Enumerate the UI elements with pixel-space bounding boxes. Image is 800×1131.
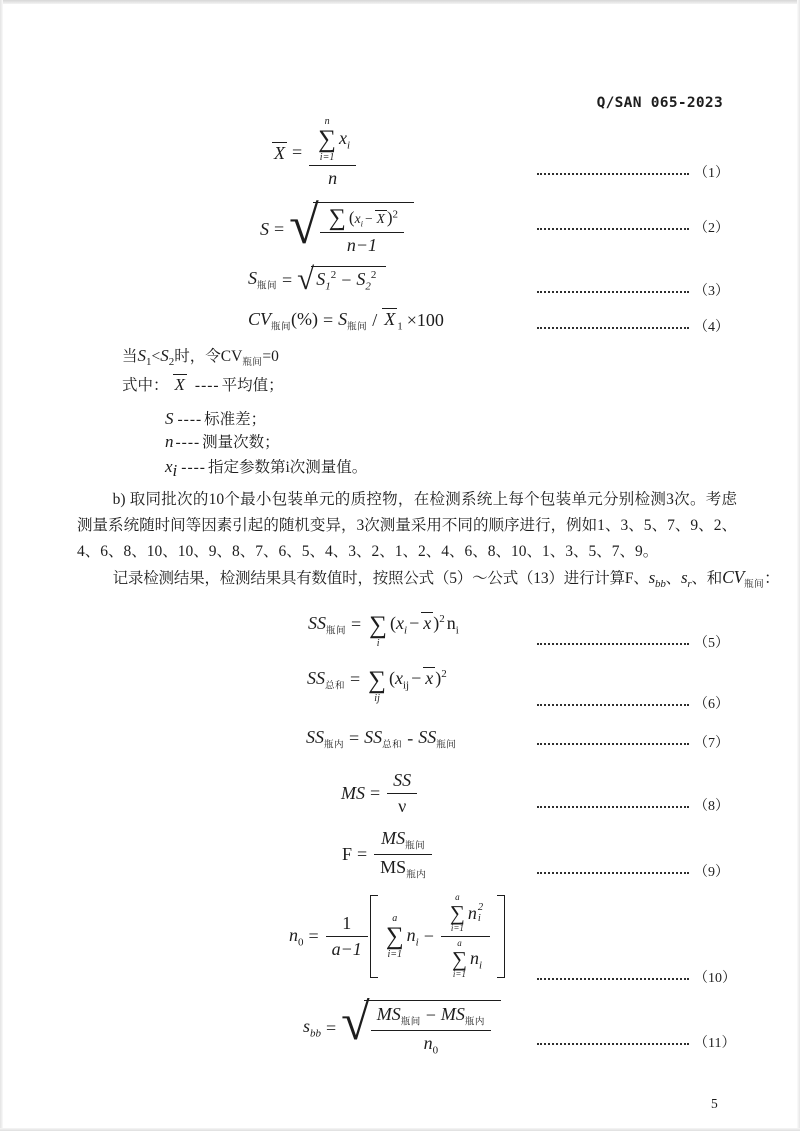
dotted-leader: [537, 1043, 689, 1045]
eq-leader-9: [537, 863, 737, 879]
math-var-n0: $n_0$: [289, 924, 304, 949]
divide-slash: /: [372, 309, 378, 330]
equals-sign: =: [292, 142, 303, 162]
dotted-leader: [537, 327, 689, 329]
scan-edge-left: [0, 0, 3, 1131]
dotted-leader: [537, 743, 689, 745]
where-xi-line: $x_i$ ---- 指定参数第i次测量值。: [165, 457, 368, 481]
eq-leader-6: [537, 695, 737, 711]
page-number: 5: [711, 1096, 718, 1111]
math-var-S: S: [260, 218, 269, 239]
equation-number: （9）: [694, 865, 729, 880]
formula-9: [342, 828, 434, 880]
equals-sign: =: [326, 1017, 337, 1038]
sigma-symbol: ∑: [451, 946, 467, 971]
minus-sign: −: [425, 1005, 436, 1026]
where-n-line: n ---- 测量次数；: [165, 432, 280, 451]
definition-dash: ----: [181, 459, 206, 476]
fraction: a ∑ i=1 n 2 i a ∑ i=1 $n_i$: [441, 893, 490, 980]
equation-number: （2）: [694, 221, 729, 236]
math-var-s-bottle: $S_{瓶间}$: [248, 268, 278, 293]
math-expr: ($x_i - x$ )$^2$ $n_i$: [390, 613, 459, 637]
equals-sign: =: [350, 668, 361, 689]
equals-sign: =: [357, 843, 368, 864]
right-bracket: [497, 895, 505, 978]
math-var-ss-total: $SS_{总和}$: [364, 727, 403, 751]
summation: n ∑ i=1: [318, 116, 336, 163]
summation: a ∑ i=1: [451, 938, 467, 980]
eq-leader-5: [537, 634, 737, 650]
summation: ∑ ij: [368, 666, 386, 704]
math-var-xbar: x: [423, 613, 432, 633]
math-var: n−1: [346, 235, 377, 256]
fraction: [320, 206, 404, 256]
math-var-ss-total: $SS_{总和}$: [307, 667, 346, 692]
formula-11: [303, 994, 501, 1057]
equation-number: （11）: [694, 1036, 736, 1051]
math-var-xbar: x: [425, 668, 434, 688]
dotted-leader: [537, 173, 689, 175]
sigma-symbol: ∑: [385, 923, 404, 951]
sigma-symbol: ∑: [368, 666, 386, 694]
math-var-cv: $CV_{瓶间}(\%)$: [248, 308, 319, 333]
radical-symbol: √: [341, 994, 370, 1051]
equation-number: （1）: [694, 166, 729, 181]
sigma-symbol: ∑: [318, 126, 336, 153]
eq-leader-11: [537, 1034, 737, 1050]
minus-sign: -: [407, 728, 414, 749]
paragraph-b: b) 取同批次的10个最小包装单元的质控物，在检测系统上每个包装单元分别检测3次。考虑测量系统随时间等因素引起的随机变异，3次测量采用不同的顺序进行，例如1、3、5、7、9、2、4、6、8、10、10、9、8、7、6、5、4、3、2、1、2、4、6、8、10、1、3、5、7、9。: [77, 491, 737, 560]
dotted-leader: [537, 643, 689, 645]
document-number-header: Q/SAN 065-2023: [596, 95, 723, 111]
eq-leader-3: [537, 282, 737, 298]
math-var-sbb: $s_{bb}$: [648, 568, 666, 591]
formula-5: [308, 611, 459, 649]
square-root: [341, 994, 501, 1057]
radical-symbol: √: [289, 195, 319, 255]
math-expr: ($x_{ij} - x$ )$^2$: [389, 668, 447, 692]
equation-number: （6）: [694, 697, 729, 712]
eq-leader-8: [537, 797, 737, 813]
dotted-leader: [537, 228, 689, 230]
math-var-xbar: X: [376, 210, 385, 226]
formula-7: [306, 727, 456, 751]
eq-leader-1: [537, 164, 737, 180]
equation-number: （10）: [694, 971, 736, 986]
formula-6: [307, 666, 447, 704]
dotted-leader: [537, 872, 689, 874]
equals-sign: =: [274, 218, 285, 239]
summation: a ∑ i=1: [449, 892, 465, 934]
eq-leader-2: [537, 219, 737, 235]
where-s-line: S ---- 标准差；: [165, 409, 267, 428]
math-var-ni: $n_i$: [406, 924, 419, 949]
square-root: [289, 195, 414, 256]
equation-number: （5）: [694, 636, 729, 651]
equals-sign: =: [282, 269, 293, 290]
formula-8: [341, 770, 419, 817]
where-intro-line: 式中： X ---- 平均值；: [122, 375, 284, 394]
paragraph-record: 记录检测结果，检测结果具有数值时，按照公式（5）～公式（13）进行计算F、$s_{bb}$、$s_r$、和$CV_{瓶间}$：: [112, 567, 780, 591]
math-var-ss-within: $SS_{瓶内}$: [306, 727, 345, 751]
formula-10: [289, 893, 505, 980]
minus-sign: −: [423, 926, 434, 947]
formula-3: [248, 261, 386, 296]
radical-symbol: √: [297, 261, 315, 296]
square-root: [297, 261, 386, 296]
dotted-leader: [537, 291, 689, 293]
math-var-s-bottle: $S_{瓶间}$: [338, 308, 368, 333]
equals-sign: =: [323, 309, 334, 330]
sigma-symbol: ∑: [369, 611, 387, 639]
math-var-cv: $CV_{瓶间}$: [722, 567, 765, 591]
math-var-xbar: X: [174, 375, 185, 394]
sigma-symbol: ∑: [328, 205, 346, 231]
math-var-s2: $S_2^2$: [356, 269, 377, 293]
left-bracket: [370, 895, 378, 978]
fraction: $MS_{瓶间}$ − $MS_{瓶内}$ $n_0$: [371, 1004, 491, 1056]
fraction: $\frac{SS}{\nu}$: [387, 770, 417, 817]
less-than-sign: <: [151, 348, 161, 365]
definition-dash: ----: [175, 434, 201, 451]
math-var-s1: $S_1^2$: [316, 269, 337, 293]
equals-sign: =: [308, 926, 319, 947]
equals-sign: =: [349, 728, 360, 749]
math-var-xi: $x_i$: [338, 127, 351, 152]
math-var-xbar: X: [274, 143, 285, 164]
equation-number: （4）: [694, 320, 729, 335]
scan-edge-top: [0, 0, 800, 4]
equation-number: （3）: [694, 284, 729, 299]
math-var-ss-between: $SS_{瓶间}$: [308, 612, 347, 637]
minus-sign: −: [341, 270, 352, 291]
dotted-leader: [537, 806, 689, 808]
formula-1: [272, 116, 358, 189]
formula-4: [248, 308, 444, 333]
equals-sign: =: [370, 783, 381, 803]
times-100: ×100: [406, 309, 444, 330]
definition-dash: ----: [177, 411, 203, 428]
summation: a ∑ i=1: [385, 913, 404, 961]
definition-dash: ----: [194, 377, 220, 394]
condition-text: 当$S_1<S_2$时，令$CV_{瓶间}=0$: [122, 346, 279, 369]
equals-sign: =: [351, 613, 362, 634]
equation-number: （7）: [694, 736, 729, 751]
math-var-xbar1: X $_1$: [384, 309, 403, 333]
math-var-sbb: $s_{bb}$: [303, 1016, 322, 1040]
summation: ∑ i: [369, 611, 387, 649]
fraction: $\frac{1}{a-1}$: [326, 913, 368, 960]
dotted-leader: [537, 978, 689, 980]
formula-2: [260, 195, 414, 256]
fraction: $\frac{MS_{瓶间}}{MS_{瓶内}}$: [374, 828, 432, 880]
math-var-sr: $s_r$: [680, 568, 692, 591]
eq-leader-7: [537, 734, 737, 750]
math-var-ss-between: $SS_{瓶间}$: [418, 727, 457, 751]
math-var-n: n: [328, 168, 338, 188]
summation: [329, 206, 346, 230]
eq-leader-10: [537, 969, 737, 985]
math-var-F: F: [342, 843, 353, 864]
equation-number: （8）: [694, 799, 729, 814]
math-var-ms: MS: [341, 783, 365, 803]
dotted-leader: [537, 704, 689, 706]
fraction: [309, 116, 356, 189]
eq-leader-4: [537, 318, 737, 334]
sigma-symbol: ∑: [449, 900, 465, 925]
math-expr: ($x_i - X$ )$^2$: [348, 207, 398, 229]
